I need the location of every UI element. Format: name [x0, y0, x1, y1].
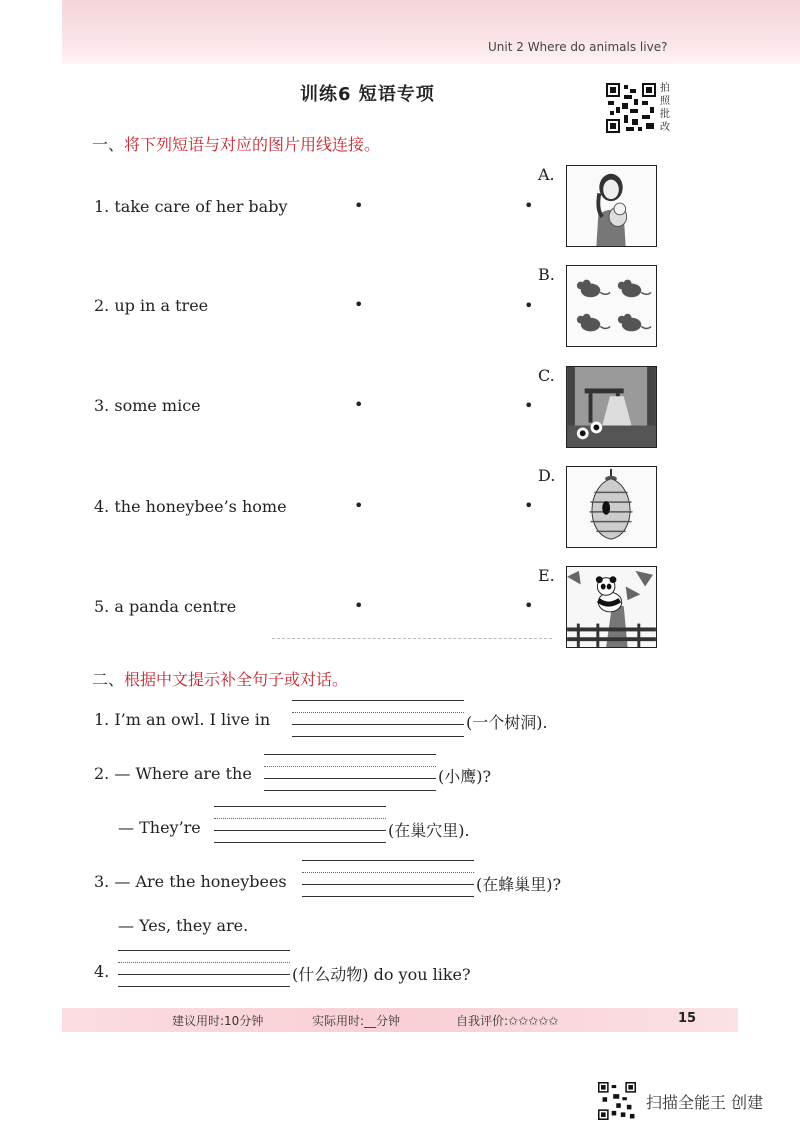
- qr-code-icon[interactable]: [606, 83, 656, 133]
- section2-prefix: 二、: [92, 670, 125, 689]
- answer-blank-2b[interactable]: [214, 830, 386, 831]
- picture-label-a: A.: [538, 165, 555, 184]
- section1-heading-text: 将下列短语与对应的图片用线连接。: [124, 135, 381, 154]
- left-dot-5[interactable]: •: [354, 596, 364, 615]
- right-dot-b[interactable]: •: [524, 296, 534, 315]
- phrase-2: 2. up in a tree: [94, 296, 209, 315]
- section1-heading: [92, 132, 380, 155]
- qr-code-icon: [598, 1082, 636, 1120]
- scanner-watermark: 扫描全能王 创建: [646, 1093, 764, 1112]
- hint-4: (什么动物) do you like?: [292, 965, 471, 984]
- answer-line-2b-bottom: [214, 842, 386, 843]
- answer-line-3a-bottom: [302, 896, 474, 897]
- self-evaluation: 自我评价:✩✩✩✩✩: [456, 1014, 559, 1028]
- section1-prefix: 一、: [92, 135, 125, 154]
- hint-2a: (小鹰)?: [438, 767, 492, 786]
- phrase-5: 5. a panda centre: [94, 597, 237, 616]
- answer-line-4-bottom: [118, 986, 290, 987]
- picture-label-c: C.: [538, 366, 555, 385]
- right-dot-c[interactable]: •: [524, 396, 534, 415]
- page-title: 训练6 短语专项: [300, 84, 435, 105]
- answer-line-4-top: [118, 950, 290, 951]
- answer-blank-2a[interactable]: [264, 778, 436, 779]
- hint-3a: (在蜂巢里)?: [476, 875, 562, 894]
- answer-line-1-top: [292, 700, 464, 701]
- left-dot-1[interactable]: •: [354, 196, 364, 215]
- unit-header: Unit 2 Where do animals live?: [488, 40, 668, 54]
- answer-blank-1[interactable]: [292, 724, 464, 725]
- left-dot-2[interactable]: •: [354, 295, 364, 314]
- question-4-num: 4.: [94, 962, 110, 981]
- mice-picture: [566, 265, 657, 347]
- picture-label-b: B.: [538, 265, 555, 284]
- star-rating[interactable]: ✩✩✩✩✩: [508, 1014, 559, 1028]
- section2-heading: [92, 667, 348, 690]
- hint-2b: (在巢穴里).: [388, 821, 470, 840]
- answer-line-4-mid: [118, 962, 290, 963]
- question-2b: — They’re: [118, 818, 201, 837]
- section-divider: [272, 638, 552, 639]
- answer-3b: — Yes, they are.: [118, 916, 249, 935]
- answer-line-2b-top: [214, 806, 386, 807]
- question-3a: 3. — Are the honeybees: [94, 872, 287, 891]
- panda-centre-picture: [566, 366, 657, 448]
- picture-label-e: E.: [538, 566, 555, 585]
- section2-heading-text: 根据中文提示补全句子或对话。: [124, 670, 349, 689]
- right-dot-d[interactable]: •: [524, 496, 534, 515]
- answer-line-2a-top: [264, 754, 436, 755]
- hint-1: (一个树洞).: [466, 713, 548, 732]
- question-2a: 2. — Where are the: [94, 764, 252, 783]
- answer-line-2b-mid: [214, 818, 386, 819]
- answer-line-2a-bottom: [264, 790, 436, 791]
- answer-line-1-mid: [292, 712, 464, 713]
- answer-line-2a-mid: [264, 766, 436, 767]
- answer-blank-3a[interactable]: [302, 884, 474, 885]
- panda-tree-picture: [566, 566, 657, 648]
- header-band: [62, 0, 800, 64]
- phrase-3: 3. some mice: [94, 396, 201, 415]
- answer-line-1-bottom: [292, 736, 464, 737]
- question-1: 1. I’m an owl. I live in: [94, 710, 271, 729]
- beehive-picture: [566, 466, 657, 548]
- left-dot-3[interactable]: •: [354, 395, 364, 414]
- left-dot-4[interactable]: •: [354, 496, 364, 515]
- phrase-4: 4. the honeybee’s home: [94, 497, 287, 516]
- suggested-time: 建议用时:10分钟: [172, 1014, 264, 1028]
- answer-line-3a-top: [302, 860, 474, 861]
- picture-label-d: D.: [538, 466, 556, 485]
- right-dot-a[interactable]: •: [524, 196, 534, 215]
- actual-time: 实际用时:__分钟: [312, 1014, 401, 1028]
- phrase-1: 1. take care of her baby: [94, 197, 288, 216]
- qr-label: 拍照批改: [660, 83, 670, 133]
- answer-blank-4[interactable]: [118, 974, 290, 975]
- mother-baby-picture: [566, 165, 657, 247]
- page-number: 15: [678, 1011, 697, 1026]
- right-dot-e[interactable]: •: [524, 596, 534, 615]
- answer-line-3a-mid: [302, 872, 474, 873]
